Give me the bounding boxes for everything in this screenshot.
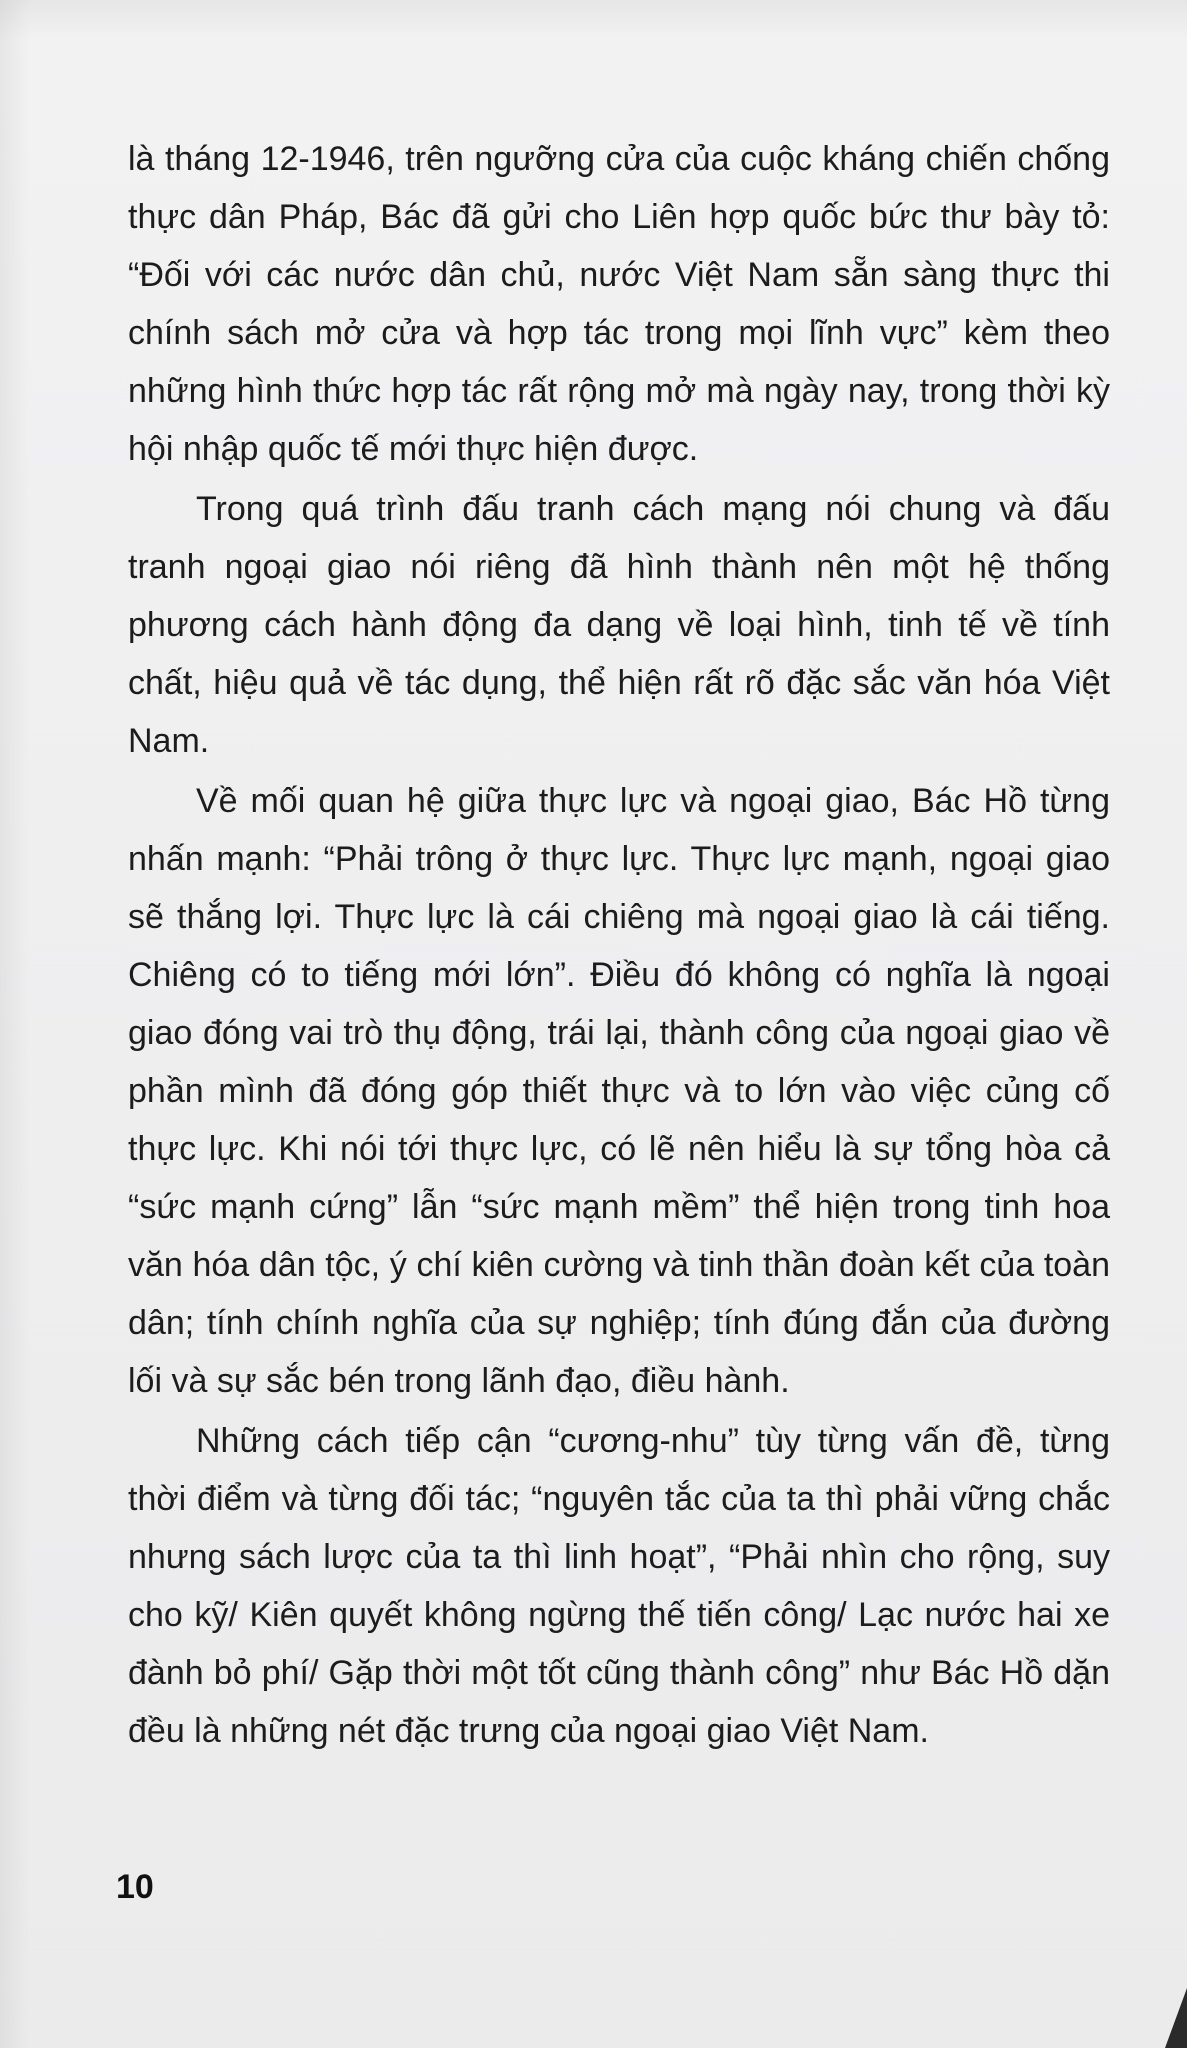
paragraph-1: là tháng 12-1946, trên ngưỡng cửa của cuộc kháng chiến chống thực dân Pháp, Bác đã gửi cho Liên hợp quốc bức thư bày tỏ: “Đối với các nước dân chủ, nước Việt Nam sẵn sàng thực thi chính sách mở cửa và hợp tác trong mọi lĩnh vực” kèm theo những hình thức hợp tác rất rộng mở mà ngày nay, trong thời kỳ hội nhập quốc tế mới thực hiện được.: [128, 140, 1110, 468]
page-gutter-shade: [0, 0, 30, 2048]
page-number: 10: [116, 1868, 154, 1906]
paragraph-2: Trong quá trình đấu tranh cách mạng nói chung và đấu tranh ngoại giao nói riêng đã hình thành nên một hệ thống phương cách hành động đa dạng về loại hình, tinh tế về tính chất, hiệu quả về tác dụng, thể hiện rất rõ đặc sắc văn hóa Việt Nam.: [128, 490, 1110, 760]
paragraph-4: Những cách tiếp cận “cương-nhu” tùy từng vấn đề, từng thời điểm và từng đối tác; “nguyên tắc của ta thì phải vững chắc nhưng sách lược của ta thì linh hoạt”, “Phải nhìn cho rộng, suy cho kỹ/ Kiên quyết không ngừng thế tiến công/ Lạc nước hai xe đành bỏ phí/ Gặp thời một tốt cũng thành công” như Bác Hồ dặn đều là những nét đặc trưng của ngoại giao Việt Nam.: [128, 1422, 1110, 1750]
page-corner-curl: [1165, 1988, 1187, 2048]
body-text: [128, 130, 1110, 1760]
paragraph-3: Về mối quan hệ giữa thực lực và ngoại giao, Bác Hồ từng nhấn mạnh: “Phải trông ở thực lực. Thực lực mạnh, ngoại giao sẽ thắng lợi. Thực lực là cái chiêng mà ngoại giao là cái tiếng. Chiêng có to tiếng mới lớn”. Điều đó không có nghĩa là ngoại giao đóng vai trò thụ động, trái lại, thành công của ngoại giao về phần mình đã đóng góp thiết thực và to lớn vào việc củng cố thực lực. Khi nói tới thực lực, có lẽ nên hiểu là sự tổng hòa cả “sức mạnh cứng” lẫn “sức mạnh mềm” thể hiện trong tinh hoa văn hóa dân tộc, ý chí kiên cường và tinh thần đoàn kết của toàn dân; tính chính nghĩa của sự nghiệp; tính đúng đắn của đường lối và sự sắc bén trong lãnh đạo, điều hành.: [128, 782, 1110, 1400]
page-top-shadow: [0, 0, 1187, 40]
